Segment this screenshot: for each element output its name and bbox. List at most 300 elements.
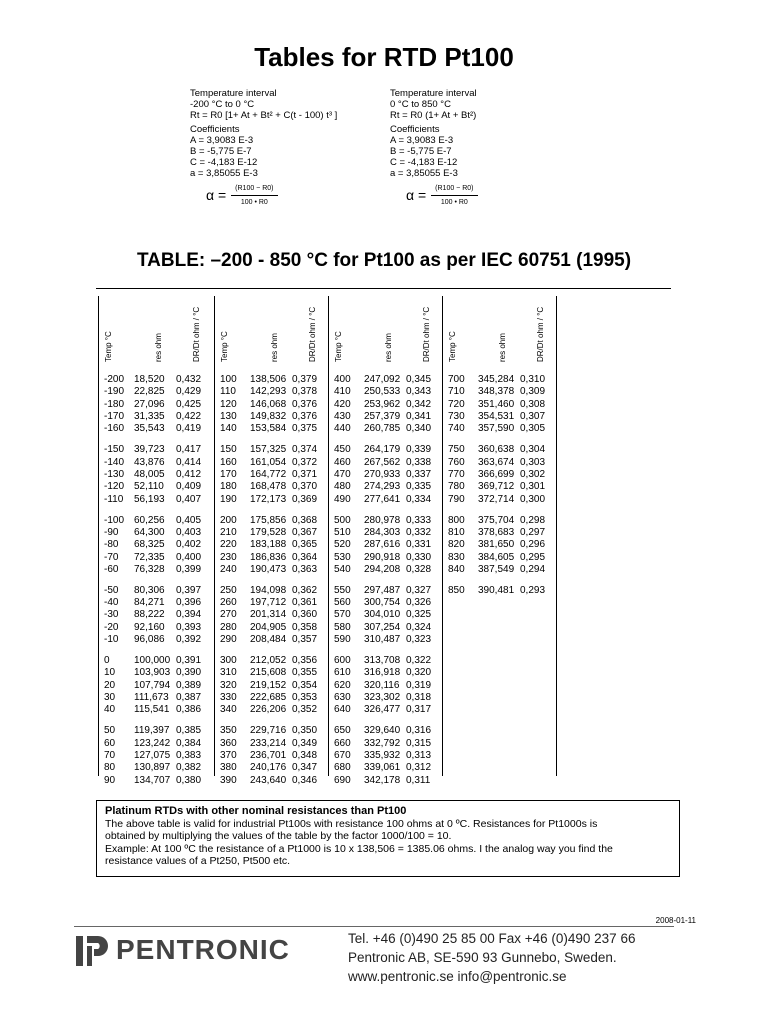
resistance-cell: 360,638 — [478, 444, 515, 456]
interval-heading: Temperature interval — [390, 88, 477, 99]
alpha-numerator: (R100 − R0) — [431, 183, 477, 196]
column-header: res ohm — [384, 333, 393, 362]
temp-cell: 220 — [220, 539, 237, 551]
column-header: res ohm — [270, 333, 279, 362]
resistance-cell: 194,098 — [250, 584, 287, 596]
temp-cell: 430 — [334, 411, 351, 423]
temp-cell: 600 — [334, 655, 351, 666]
resistance-cell: 76,328 — [134, 563, 165, 575]
resistance-cell: 335,932 — [364, 749, 401, 761]
resistance-cell: 146,068 — [250, 398, 287, 410]
slope-cell: 0,335 — [406, 481, 432, 493]
resistance-cell: 96,086 — [134, 634, 165, 646]
logo-text: PENTRONIC — [116, 934, 290, 965]
resistance-cell: 142,293 — [250, 386, 287, 398]
slope-cell: 0,296 — [520, 539, 546, 551]
resistance-cell: 247,092 — [364, 374, 401, 385]
alpha-symbol: α = — [206, 187, 227, 203]
resistance-cell: 229,716 — [250, 725, 287, 737]
resistance-cell: 100,000 — [134, 655, 171, 666]
resistance-cell: 381,650 — [478, 539, 515, 551]
temp-cell: -200 — [104, 374, 125, 385]
column-header: res ohm — [154, 333, 163, 362]
slope-cell: 0,311 — [406, 774, 431, 786]
temp-cell: 400 — [334, 374, 351, 385]
resistance-cell: 243,640 — [250, 774, 287, 786]
temp-cell: 160 — [220, 456, 237, 468]
temp-cell: 840 — [448, 563, 465, 575]
temp-cell: 630 — [334, 692, 351, 704]
interval-range: 0 °C to 850 °C — [390, 99, 451, 110]
temp-cell: -110 — [104, 493, 124, 505]
slope-cell: 0,357 — [292, 634, 318, 646]
slope-cell: 0,302 — [520, 468, 546, 480]
table-top-rule — [96, 288, 671, 289]
temp-cell: 0 — [104, 655, 110, 666]
column-header: DR/Dt ohm / °C — [536, 306, 545, 362]
temp-cell: 90 — [104, 774, 116, 786]
slope-cell: 0,333 — [406, 514, 432, 526]
slope-cell: 0,349 — [292, 737, 318, 749]
resistance-cell: 300,754 — [364, 597, 401, 609]
temp-cell: 40 — [104, 704, 116, 716]
slope-cell: 0,297 — [520, 526, 546, 538]
slope-cell: 0,371 — [292, 468, 318, 480]
slope-cell: 0,396 — [176, 597, 202, 609]
resistance-cell: 294,208 — [364, 563, 401, 575]
resistance-cell: 190,473 — [250, 563, 287, 575]
temp-cell: -120 — [104, 481, 125, 493]
temp-cell: 350 — [220, 725, 237, 737]
temp-cell: 440 — [334, 423, 351, 435]
temp-cell: 70 — [104, 749, 116, 761]
temp-cell: -60 — [104, 563, 119, 575]
resistance-cell: 35,543 — [134, 423, 165, 435]
resistance-cell: 320,116 — [364, 679, 400, 691]
slope-cell: 0,330 — [406, 551, 432, 563]
slope-cell: 0,391 — [176, 655, 202, 666]
temp-cell: 10 — [104, 667, 116, 679]
resistance-cell: 31,335 — [134, 411, 165, 423]
alpha-formula — [406, 183, 478, 208]
formula-block-high — [390, 88, 478, 208]
column-header: DR/Dt ohm / °C — [192, 306, 201, 362]
temp-cell: 500 — [334, 514, 351, 526]
page-title: Tables for RTD Pt100 — [254, 42, 514, 72]
resistance-cell: 115,541 — [134, 704, 170, 716]
temp-cell: 50 — [104, 725, 116, 737]
resistance-cell: 372,714 — [478, 493, 515, 505]
temp-cell: 150 — [220, 444, 237, 456]
resistance-cell: 363,674 — [478, 456, 515, 468]
resistance-cell: 351,460 — [478, 398, 515, 410]
resistance-cell: 357,590 — [478, 423, 515, 435]
temp-cell: 100 — [220, 374, 237, 385]
temp-cell: -50 — [104, 584, 119, 596]
note-title: Platinum RTDs with other nominal resistances than Pt100 — [105, 805, 407, 817]
resistance-cell: 264,179 — [364, 444, 401, 456]
temp-cell: 340 — [220, 704, 237, 716]
contact-address: Pentronic AB, SE-590 93 Gunnebo, Sweden. — [348, 950, 617, 965]
resistance-cell: 92,160 — [134, 621, 165, 633]
alpha-numerator: (R100 − R0) — [231, 183, 277, 196]
slope-cell: 0,352 — [292, 704, 318, 716]
coef-heading: Coefficients — [190, 124, 240, 135]
equation: Rt = R0 [1+ At + Bt² + C(t - 100) t³ ] — [190, 110, 338, 121]
column-header: Temp °C — [448, 331, 457, 362]
slope-cell: 0,347 — [292, 762, 318, 774]
resistance-cell: 387,549 — [478, 563, 515, 575]
temp-cell: 270 — [220, 609, 237, 621]
slope-cell: 0,346 — [292, 774, 318, 786]
temp-cell: -40 — [104, 597, 119, 609]
resistance-cell: 52,110 — [134, 481, 164, 493]
resistance-cell: 345,284 — [478, 374, 515, 385]
slope-cell: 0,382 — [176, 762, 202, 774]
resistance-cell: 60,256 — [134, 514, 165, 526]
coef-heading: Coefficients — [390, 124, 440, 135]
slope-cell: 0,350 — [292, 725, 318, 737]
resistance-cell: 384,605 — [478, 551, 515, 563]
temp-cell: -70 — [104, 551, 119, 563]
coef-c: C = -4,183 E-12 — [190, 157, 258, 168]
temp-cell: 780 — [448, 481, 465, 493]
resistance-cell: 18,520 — [134, 374, 165, 385]
temp-cell: 550 — [334, 584, 351, 596]
slope-cell: 0,409 — [176, 481, 202, 493]
slope-cell: 0,394 — [176, 609, 202, 621]
temp-cell: -10 — [104, 634, 119, 646]
column-divider — [214, 296, 215, 776]
slope-cell: 0,328 — [406, 563, 432, 575]
resistance-cell: 313,708 — [364, 655, 401, 666]
resistance-cell: 366,699 — [478, 468, 515, 480]
slope-cell: 0,334 — [406, 493, 432, 505]
resistance-cell: 84,271 — [134, 597, 165, 609]
slope-cell: 0,356 — [292, 655, 318, 666]
slope-cell: 0,422 — [176, 411, 202, 423]
temp-cell: 710 — [448, 386, 465, 398]
resistance-cell: 270,933 — [364, 468, 401, 480]
resistance-cell: 267,562 — [364, 456, 401, 468]
slope-cell: 0,305 — [520, 423, 546, 435]
resistance-cell: 329,640 — [364, 725, 401, 737]
slope-cell: 0,397 — [176, 584, 202, 596]
temp-cell: 280 — [220, 621, 237, 633]
slope-cell: 0,392 — [176, 634, 202, 646]
slope-cell: 0,309 — [520, 386, 546, 398]
resistance-cell: 212,052 — [250, 655, 287, 666]
temp-cell: 820 — [448, 539, 465, 551]
resistance-cell: 88,222 — [134, 609, 165, 621]
temp-cell: 830 — [448, 551, 465, 563]
note-line: Example: At 100 ºC the resistance of a Pt1000 is 10 x 138,506 = 1385.06 ohms. I the analog way you find the — [105, 842, 613, 855]
temp-cell: 370 — [220, 749, 237, 761]
slope-cell: 0,358 — [292, 621, 318, 633]
resistance-cell: 316,918 — [364, 667, 401, 679]
table-title: TABLE: –200 - 850 °C for Pt100 as per IEC 60751 (1995) — [136, 250, 632, 271]
temp-cell: 490 — [334, 493, 351, 505]
slope-cell: 0,370 — [292, 481, 318, 493]
resistance-cell: 280,978 — [364, 514, 401, 526]
temp-cell: 120 — [220, 398, 237, 410]
resistance-cell: 375,704 — [478, 514, 515, 526]
resistance-cell: 68,325 — [134, 539, 165, 551]
resistance-cell: 204,905 — [250, 621, 287, 633]
resistance-cell: 378,683 — [478, 526, 515, 538]
slope-cell: 0,405 — [176, 514, 202, 526]
coef-c: C = -4,183 E-12 — [390, 157, 458, 168]
resistance-cell: 332,792 — [364, 737, 401, 749]
column-header: res ohm — [498, 333, 507, 362]
note-box — [96, 800, 680, 877]
temp-cell: 130 — [220, 411, 237, 423]
resistance-cell: 179,528 — [250, 526, 287, 538]
slope-cell: 0,295 — [520, 551, 546, 563]
temp-cell: -140 — [104, 456, 125, 468]
resistance-cell: 119,397 — [134, 725, 170, 737]
resistance-cell: 236,701 — [250, 749, 287, 761]
slope-cell: 0,293 — [520, 584, 546, 596]
resistance-cell: 222,685 — [250, 692, 287, 704]
temp-cell: -180 — [104, 398, 125, 410]
column-divider — [442, 296, 443, 776]
resistance-cell: 201,314 — [250, 609, 287, 621]
coef-a: A = 3,9083 E-3 — [390, 135, 454, 146]
resistance-cell: 153,584 — [250, 423, 287, 435]
resistance-cell: 257,379 — [364, 411, 401, 423]
temp-cell: 690 — [334, 774, 351, 786]
column-header: DR/Dt ohm / °C — [308, 306, 317, 362]
slope-cell: 0,412 — [176, 468, 202, 480]
note-line: resistance values of a Pt250, Pt500 etc. — [105, 855, 291, 867]
temp-cell: 520 — [334, 539, 351, 551]
temp-cell: 420 — [334, 398, 351, 410]
resistance-cell: 48,005 — [134, 468, 165, 480]
temp-cell: 510 — [334, 526, 351, 538]
temp-cell: 740 — [448, 423, 465, 435]
resistance-cell: 39,723 — [134, 444, 165, 456]
temp-cell: 30 — [104, 692, 116, 704]
slope-cell: 0,312 — [406, 762, 432, 774]
temp-cell: 590 — [334, 634, 351, 646]
slope-cell: 0,364 — [292, 551, 318, 563]
resistance-cell: 287,616 — [364, 539, 401, 551]
slope-cell: 0,368 — [292, 514, 318, 526]
temp-cell: -30 — [104, 609, 119, 621]
slope-cell: 0,393 — [176, 621, 202, 633]
resistance-cell: 22,825 — [134, 386, 165, 398]
temp-cell: 390 — [220, 774, 237, 786]
temp-cell: 230 — [220, 551, 237, 563]
temp-cell: 260 — [220, 597, 237, 609]
resistance-cell: 183,188 — [250, 539, 287, 551]
temp-cell: 450 — [334, 444, 351, 456]
column-header: DR/Dt ohm / °C — [422, 306, 431, 362]
resistance-cell: 103,903 — [134, 667, 171, 679]
resistance-cell: 233,214 — [250, 737, 287, 749]
resistance-cell: 161,054 — [250, 456, 287, 468]
slope-cell: 0,402 — [176, 539, 202, 551]
slope-cell: 0,374 — [292, 444, 318, 456]
formula-block-low — [190, 88, 337, 208]
slope-cell: 0,294 — [520, 563, 546, 575]
resistance-cell: 107,794 — [134, 679, 171, 691]
slope-cell: 0,361 — [292, 597, 318, 609]
equation: Rt = R0 (1+ At + Bt²) — [390, 110, 477, 121]
slope-cell: 0,339 — [406, 444, 432, 456]
alpha-symbol: α = — [406, 187, 427, 203]
slope-cell: 0,389 — [176, 679, 202, 691]
column-header: Temp °C — [220, 331, 229, 362]
pentronic-logo — [74, 932, 290, 968]
slope-cell: 0,316 — [406, 725, 432, 737]
slope-cell: 0,298 — [520, 514, 546, 526]
temp-cell: 320 — [220, 679, 237, 691]
temp-cell: 240 — [220, 563, 237, 575]
slope-cell: 0,308 — [520, 398, 546, 410]
resistance-cell: 197,712 — [250, 597, 287, 609]
slope-cell: 0,425 — [176, 398, 202, 410]
temp-cell: 810 — [448, 526, 465, 538]
slope-cell: 0,355 — [292, 667, 318, 679]
slope-cell: 0,318 — [406, 692, 432, 704]
column-divider — [556, 296, 557, 776]
temp-cell: 760 — [448, 456, 465, 468]
alpha-fraction — [231, 183, 277, 208]
resistance-cell: 27,096 — [134, 398, 165, 410]
interval-heading: Temperature interval — [190, 88, 277, 99]
slope-cell: 0,414 — [176, 456, 202, 468]
temp-cell: 460 — [334, 456, 351, 468]
coef-a: A = 3,9083 E-3 — [190, 135, 254, 146]
slope-cell: 0,342 — [406, 398, 432, 410]
coef-b: B = -5,775 E-7 — [190, 146, 252, 157]
temp-cell: 60 — [104, 737, 116, 749]
temp-cell: -160 — [104, 423, 125, 435]
resistance-cell: 284,303 — [364, 526, 401, 538]
resistance-cell: 72,335 — [134, 551, 165, 563]
contact-web-email: www.pentronic.se info@pentronic.se — [348, 969, 567, 984]
resistance-cell: 130,897 — [134, 762, 171, 774]
temp-cell: -80 — [104, 539, 119, 551]
resistance-cell: 240,176 — [250, 762, 287, 774]
slope-cell: 0,340 — [406, 423, 432, 435]
temp-cell: -150 — [104, 444, 125, 456]
slope-cell: 0,337 — [406, 468, 432, 480]
temp-cell: 290 — [220, 634, 237, 646]
temp-cell: 200 — [220, 514, 237, 526]
slope-cell: 0,319 — [406, 679, 432, 691]
slope-cell: 0,429 — [176, 386, 202, 398]
temp-cell: 140 — [220, 423, 237, 435]
resistance-cell: 64,300 — [134, 526, 165, 538]
temp-cell: 540 — [334, 563, 351, 575]
temp-cell: 720 — [448, 398, 465, 410]
temp-cell: 570 — [334, 609, 351, 621]
slope-cell: 0,385 — [176, 725, 202, 737]
temp-cell: 580 — [334, 621, 351, 633]
slope-cell: 0,383 — [176, 749, 202, 761]
temp-cell: -190 — [104, 386, 125, 398]
temp-cell: 20 — [104, 679, 116, 691]
temp-cell: 330 — [220, 692, 237, 704]
slope-cell: 0,372 — [292, 456, 318, 468]
slope-cell: 0,365 — [292, 539, 318, 551]
slope-cell: 0,378 — [292, 386, 318, 398]
temp-cell: 360 — [220, 737, 237, 749]
resistance-cell: 186,836 — [250, 551, 287, 563]
resistance-cell: 250,533 — [364, 386, 401, 398]
temp-cell: 660 — [334, 737, 351, 749]
slope-cell: 0,304 — [520, 444, 546, 456]
slope-cell: 0,331 — [406, 539, 432, 551]
slope-cell: 0,400 — [176, 551, 202, 563]
resistance-cell: 80,306 — [134, 584, 165, 596]
pentronic-logo-icon — [74, 932, 110, 968]
resistance-cell: 277,641 — [364, 493, 401, 505]
slope-cell: 0,324 — [406, 621, 432, 633]
slope-cell: 0,386 — [176, 704, 202, 716]
slope-cell: 0,399 — [176, 563, 202, 575]
slope-cell: 0,317 — [406, 704, 432, 716]
slope-cell: 0,384 — [176, 737, 202, 749]
slope-cell: 0,322 — [406, 655, 432, 666]
temp-cell: 850 — [448, 584, 465, 596]
resistance-cell: 56,193 — [134, 493, 165, 505]
resistance-cell: 164,772 — [250, 468, 287, 480]
note-line: The above table is valid for industrial Pt100s with resistance 100 ohms at 0 ºC. Resistances for Pt1000s is — [105, 817, 598, 830]
temp-cell: 410 — [334, 386, 351, 398]
slope-cell: 0,323 — [406, 634, 432, 646]
slope-cell: 0,326 — [406, 597, 432, 609]
temp-cell: -100 — [104, 514, 125, 526]
slope-cell: 0,353 — [292, 692, 318, 704]
alpha-denominator: 100 • R0 — [240, 199, 268, 206]
resistance-cell: 310,487 — [364, 634, 401, 646]
alpha-fraction — [431, 183, 477, 208]
slope-cell: 0,369 — [292, 493, 318, 505]
temp-cell: 670 — [334, 749, 351, 761]
temp-cell: 300 — [220, 655, 237, 666]
resistance-cell: 157,325 — [250, 444, 287, 456]
coef-alpha: a = 3,85055 E-3 — [190, 168, 258, 179]
resistance-cell: 134,707 — [134, 774, 171, 786]
slope-cell: 0,363 — [292, 563, 318, 575]
temp-cell: 110 — [220, 386, 236, 398]
temp-cell: 680 — [334, 762, 351, 774]
slope-cell: 0,325 — [406, 609, 432, 621]
footer-rule — [74, 926, 674, 927]
resistance-cell: 297,487 — [364, 584, 401, 596]
temp-cell: 650 — [334, 725, 351, 737]
alpha-denominator: 100 • R0 — [440, 199, 468, 206]
slope-cell: 0,380 — [176, 774, 202, 786]
resistance-cell: 260,785 — [364, 423, 401, 435]
slope-cell: 0,320 — [406, 667, 432, 679]
slope-cell: 0,315 — [406, 737, 432, 749]
resistance-cell: 208,484 — [250, 634, 287, 646]
temp-cell: 170 — [220, 468, 237, 480]
temp-cell: 700 — [448, 374, 465, 385]
resistance-cell: 127,075 — [134, 749, 171, 761]
slope-cell: 0,303 — [520, 456, 546, 468]
temp-cell: 640 — [334, 704, 351, 716]
resistance-cell: 342,178 — [364, 774, 401, 786]
slope-cell: 0,419 — [176, 423, 202, 435]
temp-cell: 190 — [220, 493, 237, 505]
column-header: Temp °C — [104, 331, 113, 362]
